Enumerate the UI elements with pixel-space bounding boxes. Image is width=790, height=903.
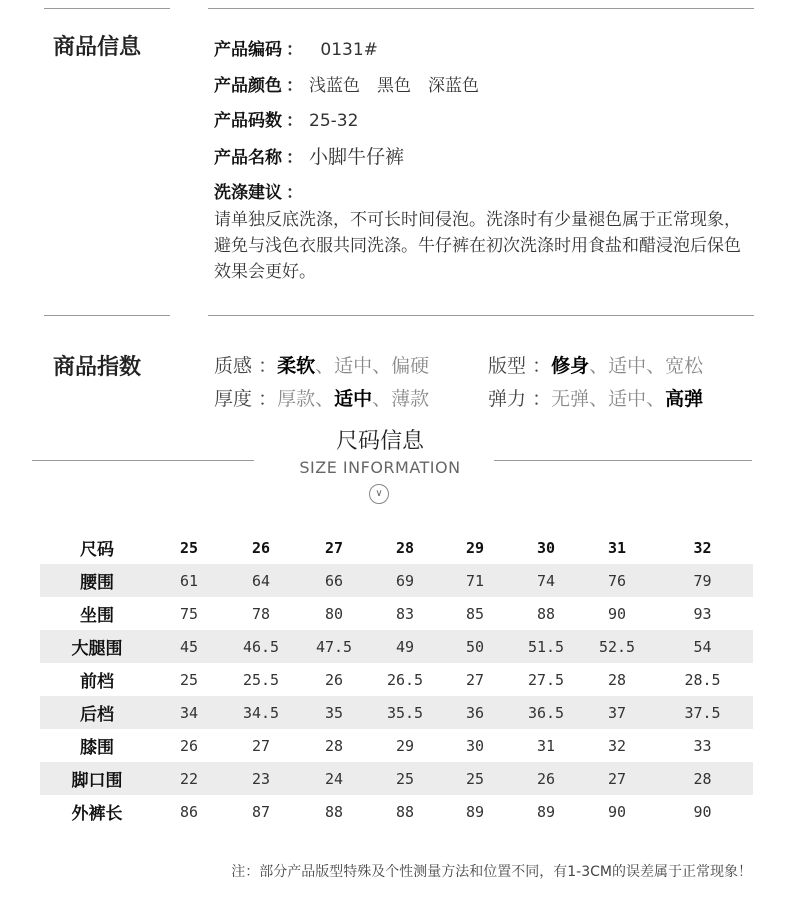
size-info-subtitle: SIZE INFORMATION: [299, 458, 461, 477]
thickness-option-thin: 薄款: [391, 388, 430, 410]
table-cell: 61: [154, 564, 224, 597]
table-cell: 75: [179, 604, 199, 623]
top-right-rule: [208, 8, 754, 9]
fit-option-loose: 宽松: [665, 355, 704, 377]
size-table: [40, 531, 753, 828]
table-cell: 88: [536, 604, 556, 623]
table-cell: 83: [395, 604, 415, 623]
size-header-cell: 26: [251, 538, 271, 557]
table-cell: 89: [465, 802, 485, 821]
table-row: [40, 762, 753, 795]
table-cell: 90: [607, 604, 627, 623]
table-cell: 28: [324, 736, 344, 755]
thickness-option-thick: 厚款: [277, 388, 316, 410]
elasticity-index: [488, 384, 703, 411]
separator: 、: [315, 388, 335, 410]
top-left-rule: [44, 8, 170, 9]
row-label: 前档: [80, 672, 114, 692]
table-cell: 27: [582, 762, 652, 795]
table-row: [40, 795, 753, 828]
table-cell: 25: [370, 762, 440, 795]
colon: ：: [286, 76, 303, 96]
product-name-value: 小脚牛仔裤: [309, 146, 405, 168]
size-header-cell: 31: [607, 538, 627, 557]
table-cell: 36: [440, 696, 510, 729]
wash-advice-text: 请单独反底洗涤，不可长时间侵泡。洗涤时有少量褪色属于正常现象，避免与浅色衣服共同洗涤。牛仔裤在初次洗涤时用食盐和醋浸泡后保色效果会更好。: [214, 210, 741, 282]
table-row: [40, 696, 753, 729]
row-label: 腰围: [40, 564, 154, 597]
texture-label: 质感: [214, 355, 253, 377]
product-color-label: 产品颜色: [214, 76, 282, 96]
table-cell: 90: [693, 802, 712, 821]
separator: 、: [315, 355, 335, 377]
product-code-row: [214, 35, 378, 60]
table-cell: 52.5: [582, 630, 652, 663]
table-cell: 47.5: [298, 630, 370, 663]
table-cell: 35: [298, 696, 370, 729]
thickness-label: 厚度: [214, 388, 253, 410]
table-cell: 26: [179, 736, 199, 755]
table-row: [40, 564, 753, 597]
table-cell: 28.5: [684, 670, 721, 689]
size-header-label: 尺码: [80, 540, 114, 560]
table-row: [40, 663, 753, 696]
row-label: 膝围: [80, 738, 114, 758]
table-cell: 78: [251, 604, 271, 623]
product-info-title: 商品信息: [53, 35, 142, 60]
table-cell: 28: [652, 762, 753, 795]
table-cell: 27: [251, 736, 271, 755]
table-cell: 80: [324, 604, 344, 623]
table-cell: 74: [510, 564, 582, 597]
table-cell: 23: [224, 762, 298, 795]
size-header-cell: 25: [179, 538, 199, 557]
size-header-cell: 32: [693, 538, 712, 557]
table-cell: 33: [693, 736, 712, 755]
size-header-cell: 27: [324, 538, 344, 557]
table-cell: 29: [395, 736, 415, 755]
wash-advice-label: 洗涤建议: [214, 183, 282, 203]
table-cell: 25: [440, 762, 510, 795]
table-cell: 90: [607, 802, 627, 821]
chevron-down-circle-icon: ∨: [369, 484, 389, 504]
table-cell: 27.5: [527, 670, 565, 689]
mid-left-rule: [44, 315, 170, 316]
elasticity-option-medium: 适中: [608, 388, 647, 410]
colon: ：: [532, 388, 552, 410]
table-cell: 25.5: [242, 670, 280, 689]
table-row: [40, 729, 753, 762]
table-cell: 26.5: [386, 670, 424, 689]
table-cell: 34.5: [224, 696, 298, 729]
table-cell: 50: [440, 630, 510, 663]
separator: 、: [589, 355, 609, 377]
table-cell: 64: [224, 564, 298, 597]
table-cell: 88: [395, 802, 415, 821]
table-cell: 79: [652, 564, 753, 597]
table-cell: 69: [370, 564, 440, 597]
fit-option-slim: 修身: [551, 355, 590, 377]
product-size-row: [214, 106, 358, 131]
table-cell: 35.5: [370, 696, 440, 729]
table-cell: 49: [370, 630, 440, 663]
table-cell: 71: [440, 564, 510, 597]
colon: ：: [258, 388, 278, 410]
product-name-label: 产品名称: [214, 148, 282, 168]
table-cell: 54: [652, 630, 753, 663]
table-row: [40, 597, 753, 630]
table-cell: 76: [582, 564, 652, 597]
product-color-value: 浅蓝色 黑色 深蓝色: [309, 76, 479, 96]
table-cell: 26: [324, 670, 344, 689]
table-cell: 22: [154, 762, 224, 795]
table-cell: 27: [465, 670, 485, 689]
separator: 、: [646, 355, 666, 377]
wash-advice-row: [214, 178, 309, 203]
separator: 、: [372, 355, 392, 377]
fit-index: [488, 351, 703, 378]
table-cell: 51.5: [510, 630, 582, 663]
product-color-row: [214, 71, 479, 96]
table-cell: 36.5: [510, 696, 582, 729]
product-index-title: 商品指数: [53, 355, 142, 380]
table-cell: 93: [693, 604, 712, 623]
table-cell: 26: [510, 762, 582, 795]
product-code-label: 产品编码: [214, 40, 282, 60]
texture-option-hard: 偏硬: [391, 355, 430, 377]
row-label: 外裤长: [71, 804, 123, 824]
colon: ：: [286, 40, 303, 60]
table-cell: 32: [607, 736, 627, 755]
size-info-title: 尺码信息: [335, 429, 424, 454]
colon: ：: [286, 111, 303, 131]
table-cell: 86: [179, 802, 199, 821]
thickness-index: [214, 384, 429, 411]
colon: ：: [286, 148, 303, 168]
table-cell: 88: [324, 802, 344, 821]
table-cell: 37: [582, 696, 652, 729]
table-row: [40, 630, 753, 663]
size-header-cell: 29: [465, 538, 485, 557]
table-cell: 31: [536, 736, 556, 755]
table-cell: 24: [298, 762, 370, 795]
elasticity-option-none: 无弹: [551, 388, 590, 410]
mid-right-rule: [208, 315, 754, 316]
size-header-row: [40, 531, 753, 564]
fit-option-medium: 适中: [608, 355, 647, 377]
texture-index: [214, 351, 429, 378]
size-header-cell: 28: [395, 538, 415, 557]
table-cell: 28: [607, 670, 627, 689]
table-cell: 87: [251, 802, 271, 821]
elasticity-option-high: 高弹: [665, 388, 704, 410]
fit-label: 版型: [488, 355, 527, 377]
table-cell: 89: [536, 802, 556, 821]
size-table-body: [40, 564, 753, 828]
table-cell: 34: [154, 696, 224, 729]
colon: ：: [286, 183, 303, 203]
table-cell: 25: [179, 670, 199, 689]
colon: ：: [258, 355, 278, 377]
product-size-value: 25-32: [309, 111, 359, 131]
row-label: 坐围: [80, 606, 114, 626]
table-cell: 85: [465, 604, 485, 623]
product-size-label: 产品码数: [214, 111, 282, 131]
table-cell: 30: [465, 736, 485, 755]
separator: 、: [646, 388, 666, 410]
separator: 、: [372, 388, 392, 410]
product-code-value: 0131#: [320, 40, 378, 60]
row-label: 后档: [40, 696, 154, 729]
table-cell: 37.5: [652, 696, 753, 729]
thickness-option-medium: 适中: [334, 388, 373, 410]
texture-option-medium: 适中: [334, 355, 373, 377]
texture-option-soft: 柔软: [277, 355, 316, 377]
row-label: 脚口围: [40, 762, 154, 795]
size-header-cell: 30: [536, 538, 556, 557]
row-label: 大腿围: [40, 630, 154, 663]
elasticity-label: 弹力: [488, 388, 527, 410]
measurement-note: 注：部分产品版型特殊及个性测量方法和位置不同，有1-3CM的误差属于正常现象！: [231, 864, 752, 880]
table-cell: 45: [154, 630, 224, 663]
product-name-row: [214, 142, 404, 169]
colon: ：: [532, 355, 552, 377]
table-cell: 46.5: [224, 630, 298, 663]
separator: 、: [589, 388, 609, 410]
table-cell: 66: [298, 564, 370, 597]
